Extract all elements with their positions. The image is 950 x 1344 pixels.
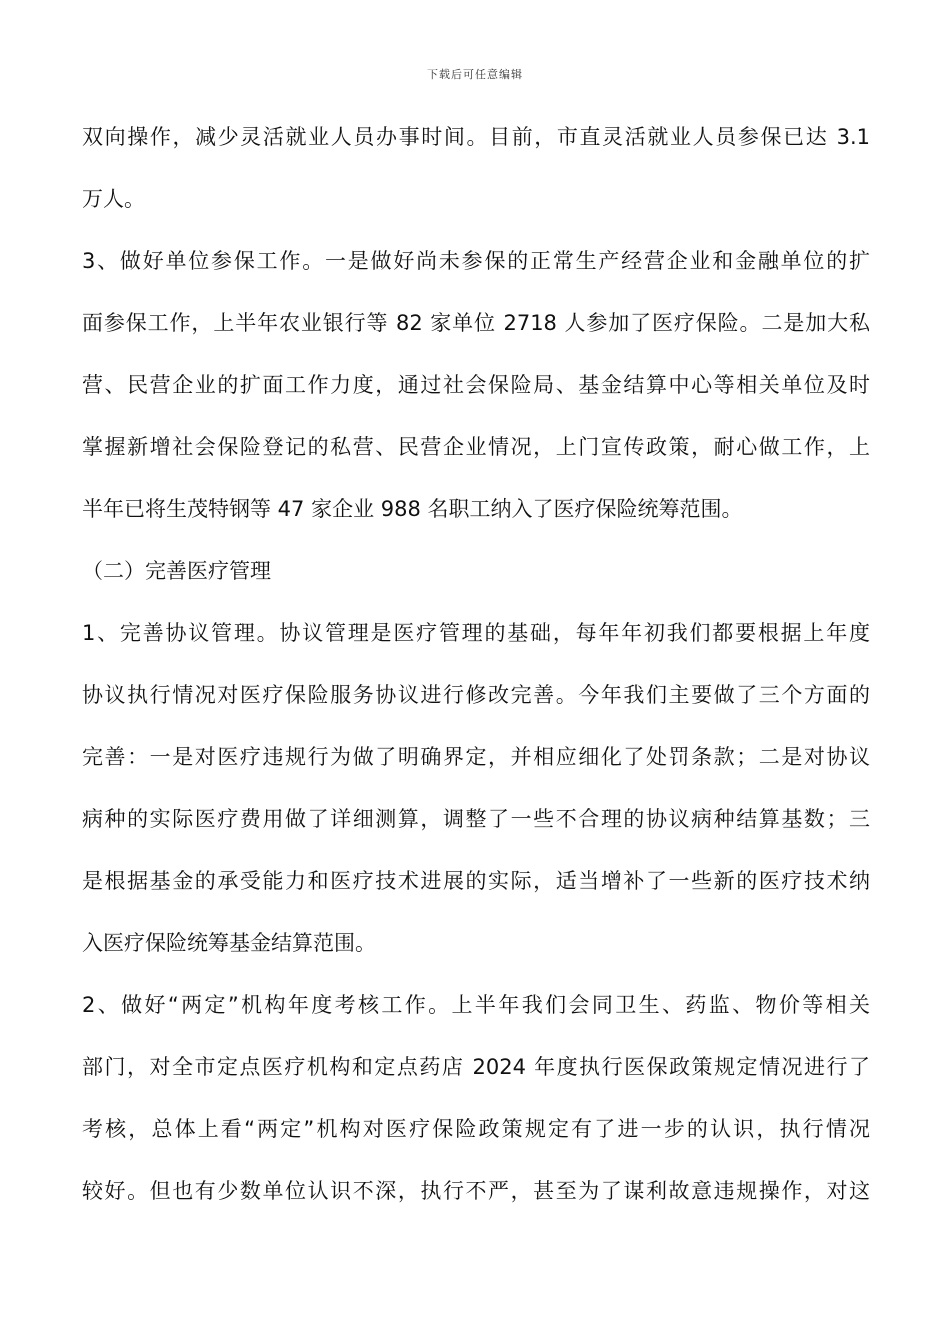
text-line: 万人。: [82, 187, 145, 211]
text-line: 营、民营企业的扩面工作力度，通过社会保险局、基金结算中心等相关单位及时: [82, 373, 870, 397]
text-line: 病种的实际医疗费用做了详细测算，调整了一些不合理的协议病种结算基数；三: [82, 807, 870, 831]
text-line: 完善：一是对医疗违规行为做了明确界定，并相应细化了处罚条款；二是对协议: [82, 745, 870, 769]
text-line: 部门，对全市定点医疗机构和定点药店 2024 年度执行医保政策规定情况进行了: [82, 1055, 870, 1079]
text-line: 入医疗保险统筹基金结算范围。: [82, 931, 376, 955]
text-line: 3、做好单位参保工作。一是做好尚未参保的正常生产经营企业和金融单位的扩: [82, 249, 870, 273]
text-line: 考核，总体上看“两定”机构对医疗保险政策规定有了进一步的认识，执行情况: [82, 1117, 870, 1141]
text-line: 半年已将生茂特钢等 47 家企业 988 名职工纳入了医疗保险统筹范围。: [82, 497, 743, 521]
text-line: 是根据基金的承受能力和医疗技术进展的实际，适当增补了一些新的医疗技术纳: [82, 869, 870, 893]
page-header: 下载后可任意编辑: [427, 68, 523, 81]
text-line: 较好。但也有少数单位认识不深，执行不严，甚至为了谋利故意违规操作，对这: [82, 1179, 870, 1203]
text-line: 双向操作，减少灵活就业人员办事时间。目前，市直灵活就业人员参保已达 3.1: [82, 125, 870, 149]
document-body: [82, 112, 870, 1228]
section-heading: （二）完善医疗管理: [82, 559, 271, 583]
text-line: 面参保工作，上半年农业银行等 82 家单位 2718 人参加了医疗保险。二是加大私: [82, 311, 870, 335]
text-line: 协议执行情况对医疗保险服务协议进行修改完善。今年我们主要做了三个方面的: [82, 683, 870, 707]
text-line: 掌握新增社会保险登记的私营、民营企业情况，上门宣传政策，耐心做工作，上: [82, 435, 870, 459]
text-line: 1、完善协议管理。协议管理是医疗管理的基础，每年年初我们都要根据上年度: [82, 621, 870, 645]
text-line: 2、做好“两定”机构年度考核工作。上半年我们会同卫生、药监、物价等相关: [82, 993, 870, 1017]
